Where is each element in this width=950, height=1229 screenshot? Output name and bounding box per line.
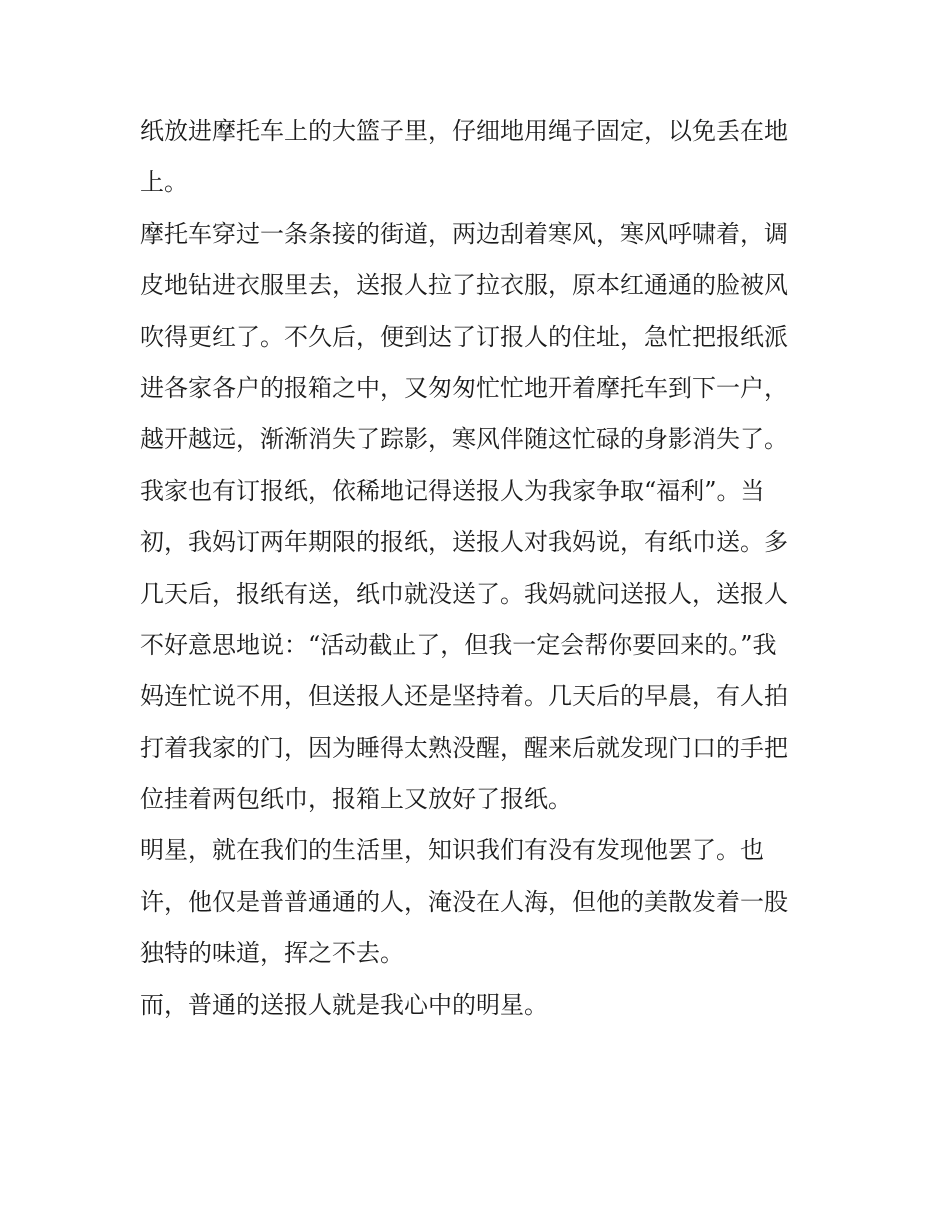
text-line: 几天后，报纸有送，纸巾就没送了。我妈就问送报人，送报人 bbox=[140, 579, 788, 608]
text-line: 打着我家的门，因为睡得太熟没醒，醒来后就发现门口的手把 bbox=[140, 733, 788, 762]
text-line: 而，普通的送报人就是我心中的明星。 bbox=[140, 990, 548, 1019]
text-line: 摩托车穿过一条条接的街道，两边刮着寒风，寒风呼啸着，调 bbox=[140, 219, 788, 248]
text-line: 不好意思地说：“活动截止了，但我一定会帮你要回来的。”我 bbox=[140, 630, 777, 659]
text-line: 吹得更红了。不久后，便到达了订报人的住址，急忙把报纸派 bbox=[140, 322, 788, 351]
body-text bbox=[140, 106, 820, 1031]
text-line: 独特的味道，挥之不去。 bbox=[140, 939, 404, 968]
text-line: 上。 bbox=[140, 168, 188, 197]
text-line: 明星，就在我们的生活里，知识我们有没有发现他罢了。也 bbox=[140, 836, 764, 865]
text-line: 纸放进摩托车上的大篮子里，仔细地用绳子固定，以免丢在地 bbox=[140, 117, 788, 145]
text-line: 进各家各户的报箱之中，又匆匆忙忙地开着摩托车到下一户， bbox=[140, 373, 788, 402]
text-line: 初，我妈订两年期限的报纸，送报人对我妈说，有纸巾送。多 bbox=[140, 528, 788, 557]
text-line: 位挂着两包纸巾，报箱上又放好了报纸。 bbox=[140, 785, 572, 814]
text-line: 越开越远，渐渐消失了踪影，寒风伴随这忙碌的身影消失了。 bbox=[140, 425, 788, 454]
text-line: 妈连忙说不用，但送报人还是坚持着。几天后的早晨，有人拍 bbox=[140, 682, 788, 711]
text-line: 我家也有订报纸，依稀地记得送报人为我家争取“福利”。当 bbox=[140, 476, 765, 505]
text-line: 皮地钻进衣服里去，送报人拉了拉衣服，原本红通通的脸被风 bbox=[140, 271, 788, 300]
text-line: 许，他仅是普普通通的人，淹没在人海，但他的美散发着一股 bbox=[140, 887, 788, 916]
